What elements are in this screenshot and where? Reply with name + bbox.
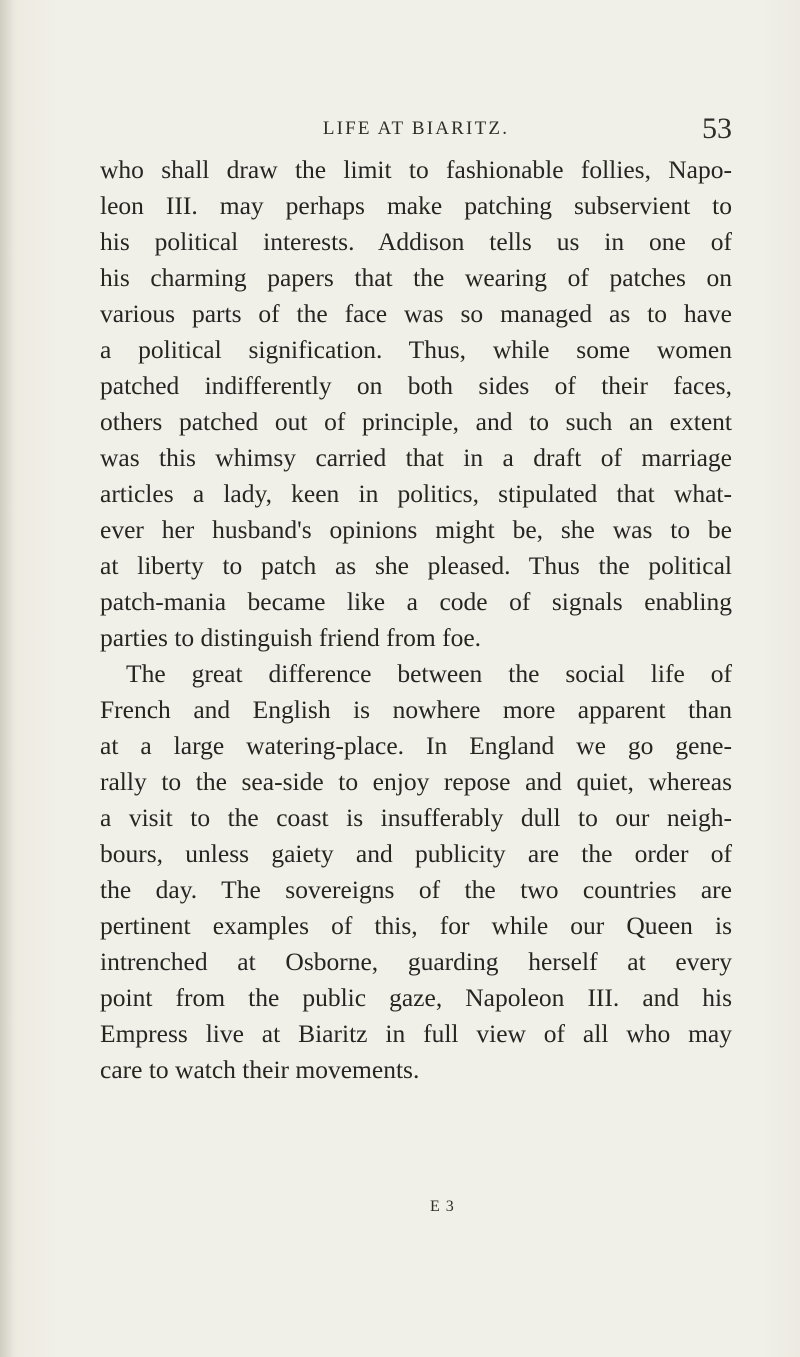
text-line: French and English is nowhere more apparent than <box>100 695 732 724</box>
running-head-title: LIFE AT BIARITZ. <box>322 118 510 139</box>
text-line: patch-mania became like a code of signals enabling <box>100 587 732 616</box>
running-head <box>100 114 732 144</box>
text-line: ever her husband's opinions might be, she was to be <box>100 515 732 544</box>
text-line: various parts of the face was so managed as to have <box>100 299 732 328</box>
text-line: his political interests. Addison tells us in one of <box>100 227 732 256</box>
body-text <box>100 152 732 1088</box>
text-line: patched indifferently on both sides of their faces, <box>100 371 732 400</box>
text-line: was this whimsy carried that in a draft of marriage <box>100 443 732 472</box>
text-line: at liberty to patch as she pleased. Thus the political <box>100 551 732 580</box>
spine-shadow <box>0 0 14 1357</box>
text-line: leon III. may perhaps make patching subservient to <box>100 191 732 220</box>
text-line: Empress live at Biaritz in full view of all who may <box>100 1019 732 1048</box>
text-line: bours, unless gaiety and publicity are the order of <box>100 839 732 868</box>
text-line: who shall draw the limit to fashionable follies, Napo- <box>100 155 732 184</box>
text-line: articles a lady, keen in politics, stipulated that what- <box>100 479 732 508</box>
paragraph-start-line: The great difference between the social life of <box>126 659 732 688</box>
text-line: the day. The sovereigns of the two countries are <box>100 875 732 904</box>
text-line: intrenched at Osborne, guarding herself at every <box>100 947 732 976</box>
text-line: rally to the sea-side to enjoy repose and quiet, whereas <box>100 767 732 796</box>
text-line: at a large watering-place. In England we go gene- <box>100 731 732 760</box>
signature-mark: E 3 <box>430 1198 455 1215</box>
text-line: a visit to the coast is insufferably dull to our neigh- <box>100 803 732 832</box>
text-line: point from the public gaze, Napoleon III. and his <box>100 983 732 1012</box>
text-line: others patched out of principle, and to such an extent <box>100 407 732 436</box>
text-line: a political signification. Thus, while some women <box>100 335 732 364</box>
text-line: his charming papers that the wearing of patches on <box>100 263 732 292</box>
page-number: 53 <box>702 112 732 145</box>
paragraph-end-line: care to watch their movements. <box>100 1055 420 1084</box>
text-line: pertinent examples of this, for while our Queen is <box>100 911 732 940</box>
paragraph-end-line: parties to distinguish friend from foe. <box>100 623 482 652</box>
